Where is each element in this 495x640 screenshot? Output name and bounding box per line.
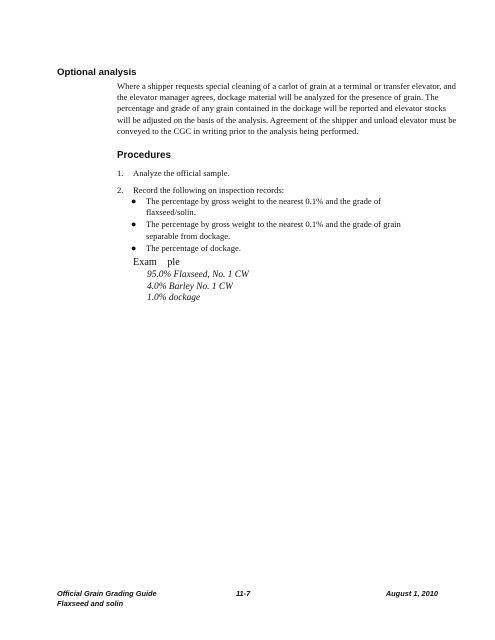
- list-item-text: The percentage by gross weight to the nearest 0.1% and the grade of flaxseed/solin.: [146, 196, 382, 218]
- example-line: 95.0% Flaxseed, No. 1 CW: [147, 270, 249, 280]
- list-item-text: The percentage of dockage.: [146, 242, 241, 253]
- section-heading: Optional analysis: [57, 67, 137, 78]
- intro-paragraph: Where a shipper requests special cleaning of a carlot of grain at a terminal or transfer elevator, and the elevator manager agrees, dockage material will be analyzed for the presence of grain. The percentage and grade of any grain contained in the dockage will be reported and elevator stocks will be adjusted on the basis of the analysis. Agreement of the shipper and unload elevator must be conveyed to the CGC in writing prior to the analysis being performed.: [117, 81, 457, 136]
- example-block: [147, 270, 249, 305]
- list-item: [131, 219, 409, 241]
- footer-page-number: 11-7: [236, 589, 251, 598]
- list-item: [131, 243, 409, 254]
- procedures-heading: Procedures: [117, 150, 171, 161]
- example-line: 1.0% dockage: [147, 293, 201, 304]
- example-label: Exam ple: [133, 257, 180, 268]
- footer-date: August 1, 2010: [385, 589, 438, 598]
- footer-guide-title: Official Grain Grading Guide: [57, 589, 157, 598]
- procedure-step: [117, 168, 457, 179]
- footer-chapter: Flaxseed and solin: [57, 598, 124, 608]
- list-item-text: The percentage by gross weight to the nearest 0.1% and the grade of grain separable from dockage.: [146, 219, 401, 241]
- example-line: 4.0% Barley No. 1 CW: [147, 281, 233, 292]
- bullet-icon: ●: [131, 242, 137, 253]
- footer-guide-info: [57, 589, 157, 608]
- step-number: 1.: [117, 168, 124, 178]
- step-number: 2.: [117, 185, 124, 196]
- bullet-icon: ●: [131, 219, 137, 230]
- record-items-list: [131, 196, 409, 255]
- procedure-step: [117, 185, 457, 196]
- step-text: Analyze the official sample.: [133, 168, 230, 178]
- list-item: [131, 196, 409, 218]
- step-text: Record the following on inspection records:: [133, 185, 285, 196]
- bullet-icon: ●: [131, 196, 137, 206]
